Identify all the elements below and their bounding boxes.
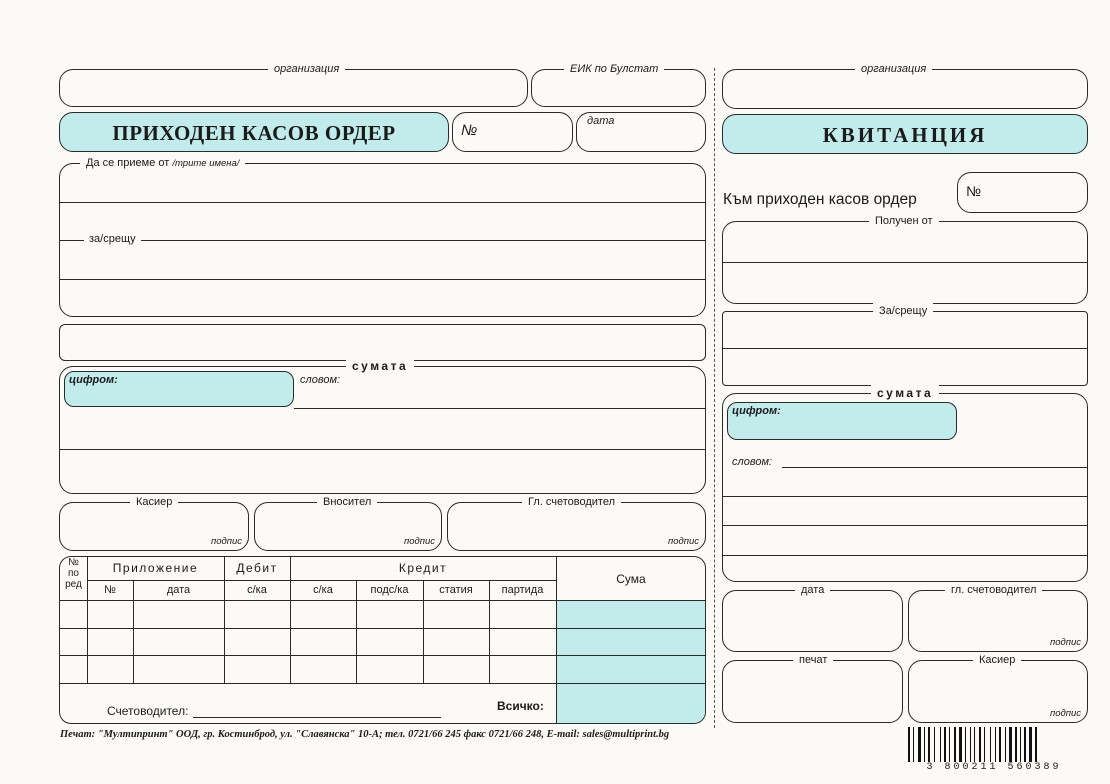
barcode-bar xyxy=(1035,727,1037,763)
order-depositor-signature: подпис xyxy=(403,536,435,547)
table-vline-4 xyxy=(290,557,291,683)
barcode-number: 3 800211 560389 xyxy=(906,762,1082,773)
receipt-received-from-label: Получен от xyxy=(869,213,939,229)
order-chief-accountant-signature: подпис xyxy=(667,536,699,547)
receipt-against-label: За/срещу xyxy=(873,303,933,319)
barcode-bar xyxy=(908,727,910,763)
order-organization-label: организация xyxy=(268,61,345,77)
barcode-bar xyxy=(928,727,930,763)
receipt-sum-heading: сумата xyxy=(871,385,939,401)
order-chief-accountant-label: Гл. счетоводител xyxy=(522,494,621,510)
table-attachment-header: Приложение xyxy=(112,561,199,575)
receipt-to-order-label: Към приходен касов ордер xyxy=(723,191,917,208)
receipt-chief-accountant-signature: подпис xyxy=(1049,637,1081,648)
barcode-bar xyxy=(1005,727,1006,763)
order-title-box xyxy=(59,112,449,152)
order-digits-label: цифром: xyxy=(69,374,118,386)
receipt-chief-accountant-label: гл. счетоводител xyxy=(945,582,1042,598)
order-depositor-label: Вносител xyxy=(317,494,377,510)
table-sum-header: Сума xyxy=(616,572,646,586)
barcode-bars xyxy=(906,727,1082,763)
barcode-bar xyxy=(944,727,946,763)
order-cashier-label: Касиер xyxy=(130,494,178,510)
order-chief-accountant-field[interactable] xyxy=(447,496,706,551)
tear-off-line xyxy=(714,68,715,728)
barcode-bar xyxy=(1024,727,1026,763)
receipt-organization-field[interactable] xyxy=(722,63,1088,109)
receipt-sum-line-2 xyxy=(723,496,1087,497)
order-digits-field[interactable] xyxy=(64,371,294,407)
receipt-cashier-signature: подпис xyxy=(1049,708,1081,719)
table-credit-subaccount-header: подс/ка xyxy=(370,584,409,596)
table-row-no-header: № по ред xyxy=(65,557,82,590)
order-extra-field[interactable] xyxy=(59,324,706,361)
barcode-bar xyxy=(1009,727,1012,763)
order-number-field[interactable] xyxy=(452,112,573,152)
table-credit-item-header: статия xyxy=(439,584,473,596)
order-date-field[interactable] xyxy=(576,112,706,152)
order-accept-from-hint: /трите имена/ xyxy=(172,158,240,169)
receipt-organization-label: организация xyxy=(855,61,932,77)
printer-imprint: Печат: "Мултипринт" ООД, гр. Костинброд, ул. "Славянска" 10-А; тел. 0721/66 245 факс 0721/66 248, E-mail: sales@multiprint.bg xyxy=(60,729,670,740)
receipt-words-label: словом: xyxy=(732,456,773,468)
order-date-label: дата xyxy=(587,115,615,127)
barcode-bar xyxy=(999,727,1001,763)
barcode xyxy=(906,727,1082,775)
barcode-bar xyxy=(959,727,962,763)
table-vline-1 xyxy=(87,557,88,683)
barcode-bar xyxy=(934,727,935,763)
barcode-bar xyxy=(954,727,956,763)
barcode-bar xyxy=(1015,727,1017,763)
receipt-number-field[interactable] xyxy=(957,172,1088,213)
barcode-bar xyxy=(949,727,950,763)
table-att-no-header: № xyxy=(104,584,116,596)
order-accountant-line xyxy=(193,717,441,718)
receipt-sum-line-4 xyxy=(723,555,1087,556)
table-credit-header: Кредит xyxy=(398,561,448,575)
order-title: ПРИХОДЕН КАСОВ ОРДЕР xyxy=(112,121,396,145)
receipt-against-line xyxy=(723,348,1087,349)
order-eik-field[interactable] xyxy=(531,63,706,107)
table-hline-header-bottom xyxy=(60,600,705,601)
barcode-bar xyxy=(990,727,991,763)
table-hline-row-1 xyxy=(60,628,705,629)
order-depositor-field[interactable] xyxy=(254,496,442,551)
table-debit-account-header: с/ка xyxy=(247,584,267,596)
order-words-line xyxy=(294,408,705,409)
receipt-date-field[interactable] xyxy=(722,584,903,652)
order-accept-line-3 xyxy=(60,279,705,280)
receipt-digits-field[interactable] xyxy=(727,402,957,440)
barcode-bar xyxy=(974,727,975,763)
table-hline-row-2 xyxy=(60,655,705,656)
barcode-bar xyxy=(984,727,985,763)
order-accept-from-label: Да се приеме от /трите имена/ xyxy=(80,155,245,172)
order-number-label: № xyxy=(461,122,478,139)
receipt-stamp-label: печат xyxy=(793,652,833,668)
receipt-words-line xyxy=(782,467,1087,468)
receipt-cashier-label: Касиер xyxy=(973,652,1021,668)
barcode-bar xyxy=(1029,727,1032,763)
barcode-bar xyxy=(913,727,914,763)
receipt-title-box xyxy=(722,114,1088,154)
receipt-date-label: дата xyxy=(795,582,830,598)
order-eik-label: ЕИК по Булстат xyxy=(564,61,664,77)
barcode-bar xyxy=(924,727,925,763)
table-hline-header-mid xyxy=(87,580,556,581)
receipt-cashier-field[interactable] xyxy=(908,654,1088,723)
receipt-sum-line-3 xyxy=(723,525,1087,526)
receipt-number-label: № xyxy=(966,183,982,199)
order-cashier-signature: подпис xyxy=(210,536,242,547)
order-words-label: словом: xyxy=(300,374,341,386)
barcode-bar xyxy=(965,727,966,763)
order-organization-field[interactable] xyxy=(59,63,528,107)
table-att-date-header: дата xyxy=(166,584,191,596)
order-sum-line-2 xyxy=(60,449,705,450)
order-total-label: Всичко: xyxy=(497,699,544,713)
barcode-bar xyxy=(940,727,941,763)
table-hline-row-3 xyxy=(60,683,705,684)
barcode-bar xyxy=(918,727,921,763)
receipt-title: КВИТАНЦИЯ xyxy=(822,123,988,147)
table-credit-batch-header: партида xyxy=(501,584,544,596)
barcode-bar xyxy=(970,727,971,763)
order-accountant-label: Счетоводител: xyxy=(107,704,189,718)
receipt-stamp-field[interactable] xyxy=(722,654,903,723)
order-against-line xyxy=(60,240,705,241)
order-sum-heading: сумата xyxy=(346,358,414,374)
barcode-bar xyxy=(1020,727,1021,763)
table-debit-header: Дебит xyxy=(236,561,278,575)
barcode-bar xyxy=(995,727,996,763)
barcode-bar xyxy=(979,727,981,763)
receipt-received-line xyxy=(723,262,1087,263)
order-against-label: за/срещу xyxy=(84,233,141,245)
order-sum-column-fill xyxy=(557,601,706,724)
receipt-chief-accountant-field[interactable] xyxy=(908,584,1088,652)
receipt-digits-label: цифром: xyxy=(732,405,781,417)
order-accept-line-1 xyxy=(60,202,705,203)
table-vline-3 xyxy=(224,557,225,683)
table-credit-account-header: с/ка xyxy=(313,584,333,596)
order-cashier-field[interactable] xyxy=(59,496,249,551)
